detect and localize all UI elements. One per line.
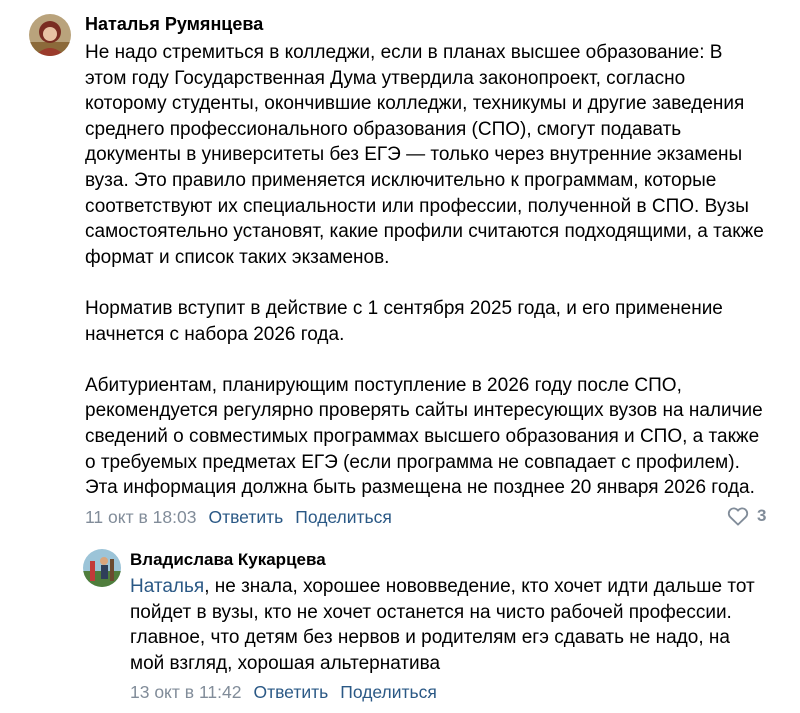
avatar-vladislava-image xyxy=(83,549,121,587)
comment-reply-button[interactable]: Ответить xyxy=(208,507,284,527)
reply-mention-link[interactable]: Наталья xyxy=(130,576,205,597)
reply-date[interactable]: 13 окт в 11:42 xyxy=(130,682,242,702)
comment-meta xyxy=(85,507,392,528)
reply-body xyxy=(130,574,760,676)
avatar-vladislava[interactable] xyxy=(83,549,121,587)
reply-share-button[interactable]: Поделиться xyxy=(340,682,437,702)
comment-paragraph-1: Не надо стремиться в колледжи, если в планах высшее образование: В этом году Государственная Дума утвердила законопроект, согласно которому студенты, окончившие колледжи, техникумы и другие заведения среднего профессионального образования (СПО), смогут подавать документы в университеты без ЕГЭ — только через внутренние экзамены вуза. Это правило применяется исключительно к программам, которые соответствуют их специальности или профессии, полученной в СПО. Вузы самостоятельно установят, какие профили считаются подходящими, а также формат и список таких экзаменов. xyxy=(85,42,764,268)
reply-text: , не знала, хорошее нововведение, кто хочет идти дальше тот пойдет в вузы, кто не хочет останется на чисто рабочей профессии. главное, что детям без нервов и родителям егэ сдавать не надо, на мой взгляд, хорошая альтернатива xyxy=(130,576,755,674)
comment-paragraph-3: Абитуриентам, планирующим поступление в 2026 году после СПО, рекомендуется регулярно проверять сайты интересующих вузов на наличие сведений о совместимых программах высшего образования и СПО, а также о требуемых предметах ЕГЭ (если программа не совпадает с профилем). Эта информация должна быть размещена не позднее 20 января 2026 года. xyxy=(85,374,763,499)
reply-reply-button[interactable]: Ответить xyxy=(253,682,329,702)
comment-like-count: 3 xyxy=(757,506,767,525)
avatar-natalya-image xyxy=(29,14,71,56)
comment-author-name[interactable]: Наталья Румянцева xyxy=(85,14,264,34)
comment-like-button[interactable] xyxy=(727,506,766,526)
reply-meta xyxy=(130,682,437,703)
comment-paragraph-2: Норматив вступит в действие с 1 сентября 2025 года, и его применение начнется с набора 2026 года. xyxy=(85,297,723,345)
heart-outline-icon xyxy=(727,506,749,526)
reply-author-name[interactable]: Владислава Кукарцева xyxy=(130,550,326,569)
comment-share-button[interactable]: Поделиться xyxy=(295,507,392,527)
comment-date[interactable]: 11 окт в 18:03 xyxy=(85,507,197,527)
avatar-natalya[interactable] xyxy=(29,14,71,56)
comment-body xyxy=(85,40,765,501)
